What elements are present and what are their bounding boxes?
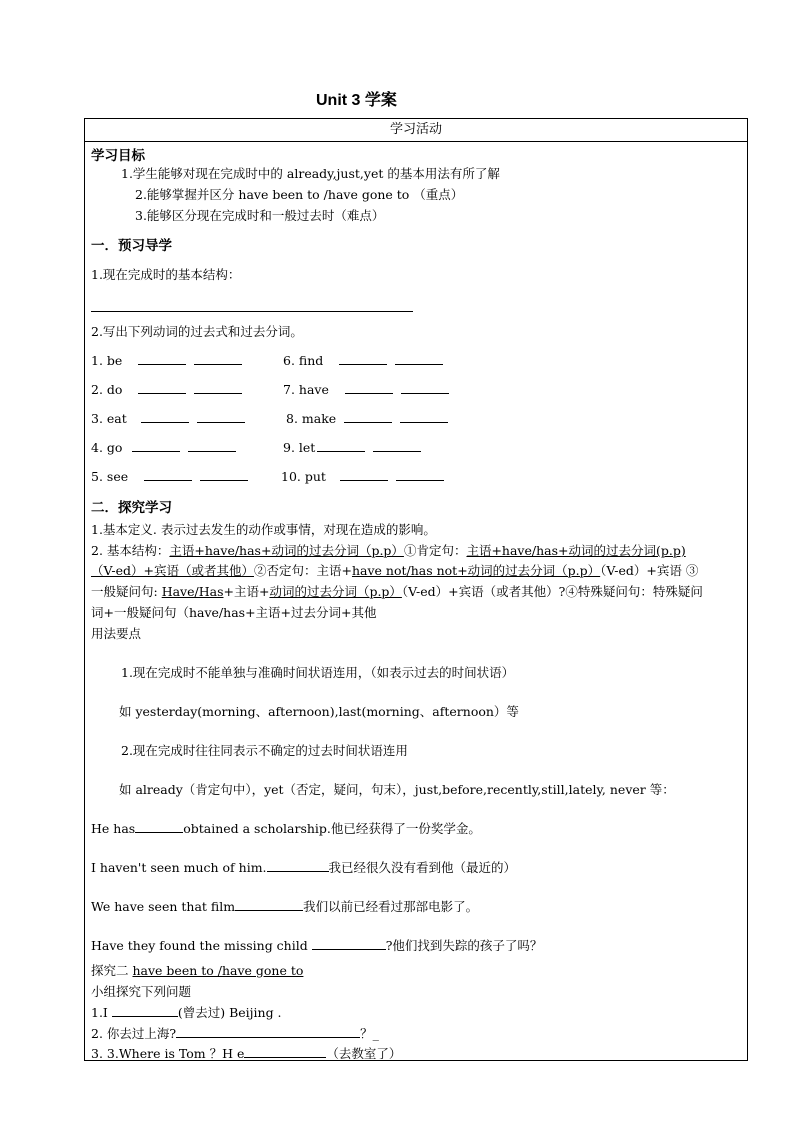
text: 主语+have/has+动词的过去分词(p.p) <box>466 543 686 558</box>
section1-q1: 1.现在完成时的基本结构： <box>91 267 241 282</box>
example-sentence-2 <box>91 858 516 876</box>
blank <box>401 382 449 394</box>
text: He has <box>91 821 136 836</box>
verb-label: 9. let <box>283 440 316 455</box>
text: ？_ <box>360 1026 379 1041</box>
structure-line-1 <box>91 541 686 559</box>
goal-item-1: 1.学生能够对现在完成时中的 already,just,yet 的基本用法有所了解 <box>121 166 500 181</box>
text: (曾去过) Beijing . <box>177 1005 282 1020</box>
text: 动词的过去分词（p.p） <box>269 584 402 599</box>
verb-row-2 <box>91 382 242 397</box>
verb-row-7 <box>283 382 449 397</box>
verb-row-1 <box>91 353 242 368</box>
text: have not/has not+动词的过去分词（p.p） <box>351 563 601 578</box>
section1-q2: 2.写出下列动词的过去式和过去分词。 <box>91 324 303 339</box>
section1-heading: 一．预习导学 <box>91 238 172 253</box>
text: +主语+ <box>223 584 270 599</box>
blank <box>339 353 387 365</box>
text: Have/Has <box>161 584 224 599</box>
verb-label: 4. go <box>91 440 123 455</box>
blank <box>395 353 443 365</box>
blank <box>141 411 189 423</box>
blank <box>112 1005 178 1017</box>
verb-row-8 <box>286 411 448 426</box>
text: （去教室了） <box>326 1046 402 1061</box>
task-1 <box>91 1003 282 1021</box>
verb-label: 3. eat <box>91 411 127 426</box>
goals-heading: 学习目标 <box>91 148 145 163</box>
example-sentence-4 <box>91 936 542 954</box>
usage-example-2: 如 already（肯定句中），yet（否定，疑问，句末），just,before,recently,still,lately, never 等： <box>119 782 675 797</box>
blank <box>132 440 180 452</box>
text: have been to /have gone to <box>132 963 304 978</box>
blank <box>400 411 448 423</box>
text: 探究二 <box>91 963 133 978</box>
text: （V-ed）+宾语（或者其他）?④特殊疑问句：特殊疑问 <box>401 584 703 599</box>
text: 3. 3.Where is Tom ？H e <box>91 1046 245 1061</box>
text: 我们以前已经看过那部电影了。 <box>303 899 479 914</box>
text: Have they found the missing child <box>91 938 312 953</box>
blank <box>317 440 365 452</box>
text: obtained a scholarship.他已经获得了一份奖学金。 <box>183 821 481 836</box>
verb-row-10 <box>281 469 444 484</box>
blank <box>312 938 386 950</box>
text: 1.I <box>91 1005 112 1020</box>
blank <box>188 440 236 452</box>
text: ①肯定句： <box>403 543 467 558</box>
usage-point-2: 2.现在完成时往往同表示不确定的过去时间状语连用 <box>121 743 408 758</box>
example-sentence-1 <box>91 819 481 837</box>
text: ?他们找到失踪的孩子了吗？ <box>385 938 543 953</box>
text: I haven't seen much of him. <box>91 860 267 875</box>
text: 2. 你去过上海? <box>91 1026 177 1041</box>
blank <box>194 353 242 365</box>
definition-text: 1.基本定义. 表示过去发生的动作或事情，对现在造成的影响。 <box>91 522 436 537</box>
structure-line-2 <box>91 561 698 579</box>
verb-label: 7. have <box>283 382 329 397</box>
usage-heading: 用法要点 <box>91 626 142 641</box>
blank <box>267 860 329 872</box>
blank <box>138 382 186 394</box>
verb-label: 6. find <box>283 353 324 368</box>
blank <box>235 899 303 911</box>
blank <box>197 411 245 423</box>
verb-row-4 <box>91 440 236 455</box>
section2-heading: 二．探究学习 <box>91 500 172 515</box>
blank <box>396 469 444 481</box>
verb-row-6 <box>283 353 443 368</box>
blank <box>344 411 392 423</box>
verb-label: 5. see <box>91 469 129 484</box>
text: We have seen that film <box>91 899 236 914</box>
blank <box>200 469 248 481</box>
table-header: 学习活动 <box>85 119 747 142</box>
verb-label: 1. be <box>91 353 123 368</box>
usage-point-1: 1.现在完成时不能单独与准确时间状语连用，（如表示过去的时间状语） <box>121 665 515 680</box>
blank <box>373 440 421 452</box>
blank <box>244 1046 326 1058</box>
worksheet-table <box>84 118 748 1061</box>
text: （V-ed）+宾语（或者其他） <box>91 563 254 578</box>
blank <box>340 469 388 481</box>
verb-label: 2. do <box>91 382 123 397</box>
blank <box>345 382 393 394</box>
text: 我已经很久没有看到他（最近的） <box>328 860 517 875</box>
example-sentence-3 <box>91 897 478 915</box>
blank <box>194 382 242 394</box>
text: （V-ed）+宾语 ③ <box>600 563 699 578</box>
task-3 <box>91 1044 401 1062</box>
usage-example-1: 如 yesterday(morning、afternoon),last(morning、afternoon）等 <box>119 704 519 719</box>
verb-row-5 <box>91 469 248 484</box>
goal-item-2: 2.能够掌握并区分 have been to /have gone to （重点） <box>135 187 464 202</box>
blank <box>176 1026 360 1038</box>
goal-item-3: 3.能够区分现在完成时和一般过去时（难点） <box>135 208 385 223</box>
blank <box>144 469 192 481</box>
task-2 <box>91 1024 379 1042</box>
verb-row-9 <box>283 440 421 455</box>
answer-line <box>91 311 413 312</box>
structure-line-3 <box>91 582 703 600</box>
verb-label: 8. make <box>286 411 337 426</box>
text: 2. 基本结构： <box>91 543 170 558</box>
verb-row-3 <box>91 411 245 426</box>
text: 主语+have/has+动词的过去分词（p.p） <box>169 543 404 558</box>
structure-line-4: 词+一般疑问句（have/has+主语+过去分词+其他 <box>91 605 377 620</box>
group-task: 小组探究下列问题 <box>91 984 192 999</box>
blank <box>135 821 183 833</box>
document-title: Unit 3 学案 <box>316 92 397 109</box>
explore-two <box>91 961 303 979</box>
text: 一般疑问句: <box>91 584 162 599</box>
verb-label: 10. put <box>281 469 326 484</box>
blank <box>138 353 186 365</box>
text: ②否定句：主语+ <box>253 563 352 578</box>
